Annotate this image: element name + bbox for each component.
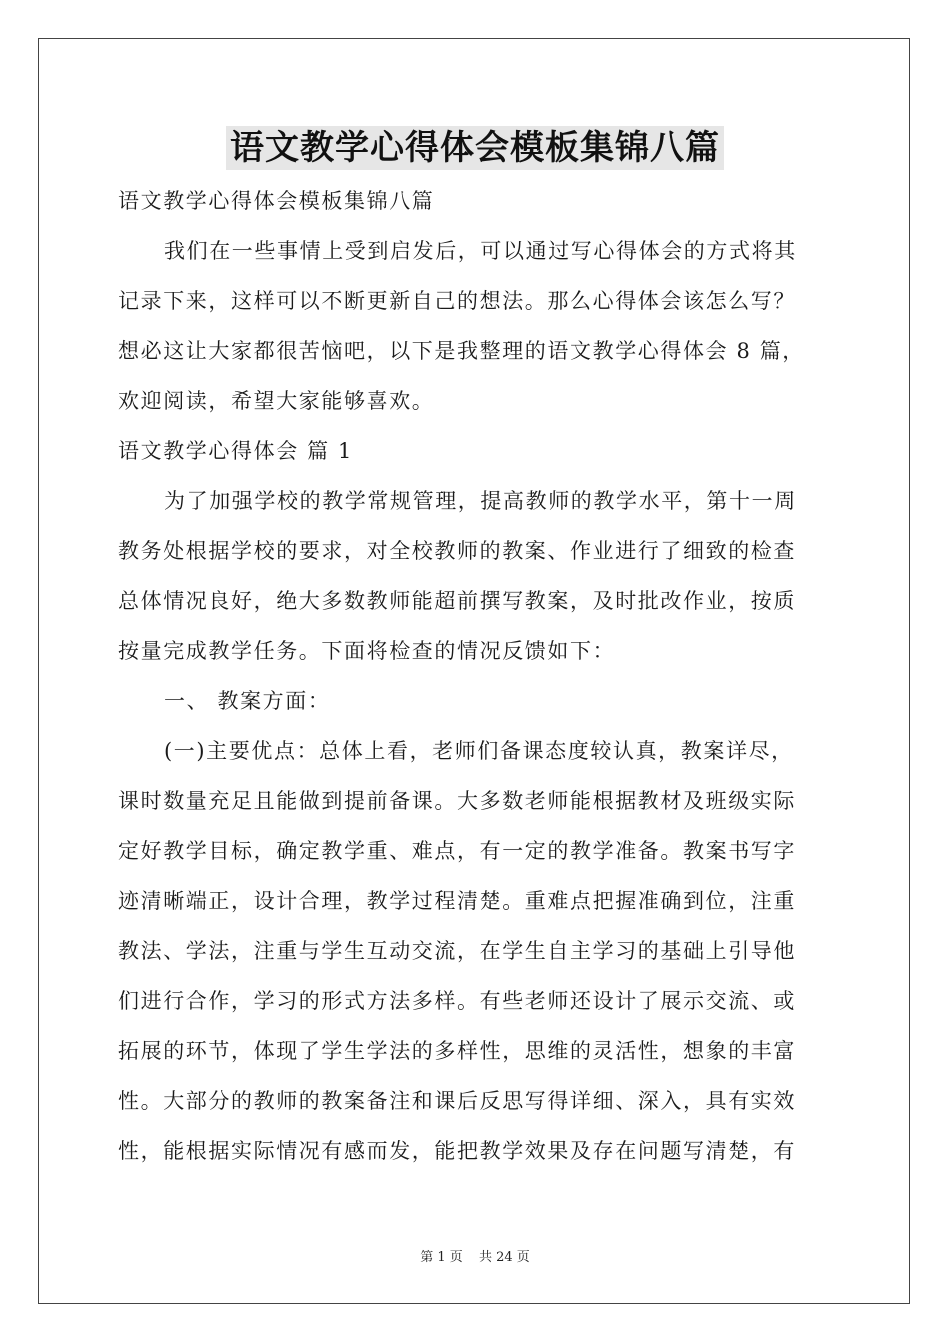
text-line: 按量完成教学任务。下面将检查的情况反馈如下： xyxy=(118,639,616,663)
text-line: 为了加强学校的教学常规管理，提高教师的教学水平，第十一周 xyxy=(164,489,797,513)
page-number: 第 1 页 xyxy=(420,1250,463,1265)
text-line: (一)主要优点：总体上看，老师们备课态度较认真，教案详尽， xyxy=(164,739,794,763)
text-line: 迹清晰端正，设计合理，教学过程清楚。重难点把握准确到位，注重 xyxy=(118,889,796,913)
text-line: 性，能根据实际情况有感而发，能把教学效果及存在问题写清楚，有 xyxy=(118,1139,796,1163)
text-line: 我们在一些事情上受到启发后，可以通过写心得体会的方式将其 xyxy=(164,239,797,263)
text-line: 语文教学心得体会 篇 1 xyxy=(118,439,353,463)
text-line: 总体情况良好，绝大多数教师能超前撰写教案，及时批改作业，按质 xyxy=(118,589,796,613)
text-line: 拓展的环节，体现了学生学法的多样性，思维的灵活性，想象的丰富 xyxy=(118,1039,796,1063)
page-footer xyxy=(0,1246,950,1265)
text-line: 性。大部分的教师的教案备注和课后反思写得详细、深入，具有实效 xyxy=(118,1089,796,1113)
text-line: 课时数量充足且能做到提前备课。大多数老师能根据教材及班级实际 xyxy=(118,789,796,813)
document-body xyxy=(118,176,834,1176)
text-line: 定好教学目标，确定教学重、难点，有一定的教学准备。教案书写字 xyxy=(118,839,796,863)
page-total: 共 24 页 xyxy=(478,1250,530,1265)
text-line: 教法、学法，注重与学生互动交流，在学生自主学习的基础上引导他 xyxy=(118,939,796,963)
text-line: 记录下来，这样可以不断更新自己的想法。那么心得体会该怎么写？ xyxy=(118,289,796,313)
text-line: 们进行合作，学习的形式方法多样。有些老师还设计了展示交流、或 xyxy=(118,989,796,1013)
title-container xyxy=(0,126,950,170)
text-line: 语文教学心得体会模板集锦八篇 xyxy=(118,189,435,213)
document-title: 语文教学心得体会模板集锦八篇 xyxy=(226,126,724,170)
text-line: 教务处根据学校的要求，对全校教师的教案、作业进行了细致的检查 xyxy=(118,539,796,563)
text-line: 想必这让大家都很苦恼吧，以下是我整理的语文教学心得体会 8 篇， xyxy=(118,339,805,363)
text-line: 欢迎阅读，希望大家能够喜欢。 xyxy=(118,389,435,413)
text-line: 一、 教案方面： xyxy=(164,689,331,713)
